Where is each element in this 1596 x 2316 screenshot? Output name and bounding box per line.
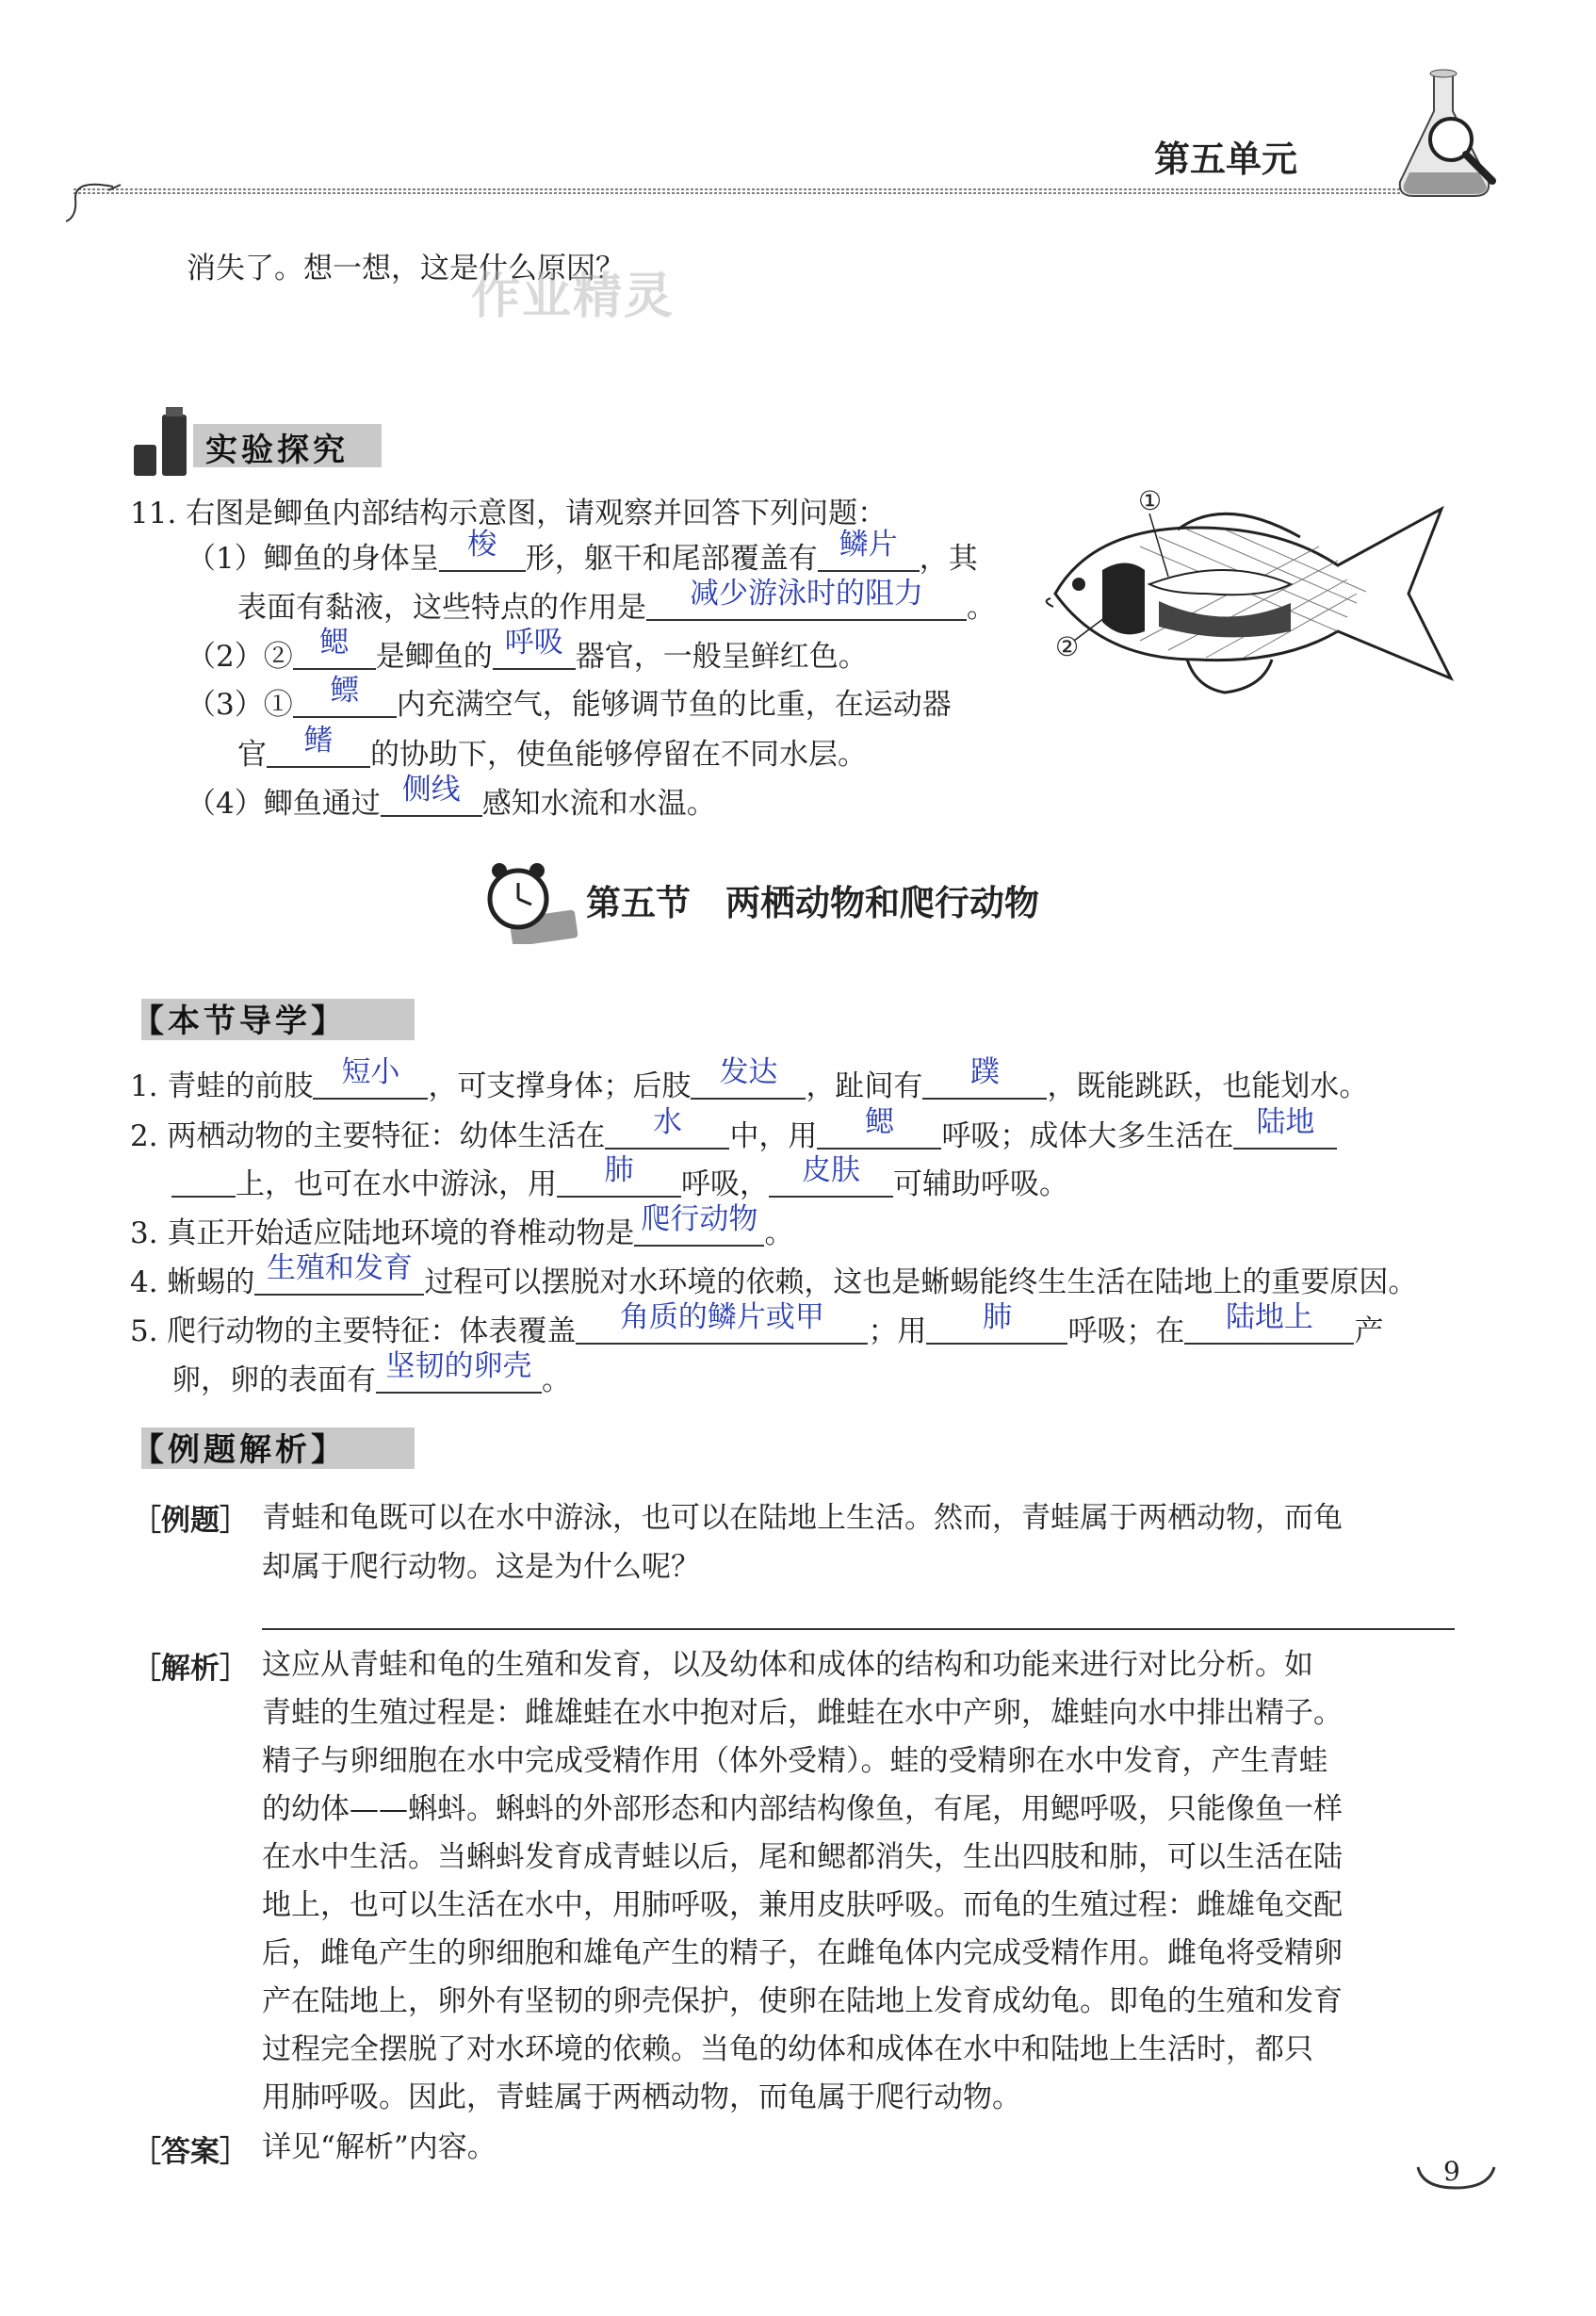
q11-p1-line1: （1）鲫鱼的身体呈 梭 形，躯干和尾部覆盖有 鳞片 ，其 bbox=[187, 537, 978, 580]
example-question-2: 却属于爬行动物。这是为什么呢？ bbox=[262, 1550, 700, 1584]
answer-line bbox=[262, 1628, 1455, 1630]
answer-forelimb: 短小 bbox=[341, 1055, 400, 1089]
page-number: 9 bbox=[1443, 2156, 1460, 2187]
watermark: 作业精灵 bbox=[471, 269, 676, 325]
analysis-label: ［解析］ bbox=[132, 1652, 249, 1686]
answer-larva-breath: 鳃 bbox=[864, 1105, 894, 1139]
guide-line-5a: 5. 爬行动物的主要特征：体表覆盖 角质的鳞片或甲 ；用 肺 呼吸；在 陆地上 产 bbox=[130, 1310, 1383, 1353]
analysis-line: 青蛙的生殖过程是：雌雄蛙在水中抱对后，雌蛙在水中产卵，雄蛙向水中排出精子。 bbox=[262, 1696, 1343, 1730]
answer-web: 蹼 bbox=[969, 1055, 1000, 1089]
example-question-1: 青蛙和龟既可以在水中游泳，也可以在陆地上生活。然而，青蛙属于两栖动物，而龟 bbox=[262, 1501, 1343, 1535]
guide-line-3: 3. 真正开始适应陆地环境的脊椎动物是 爬行动物 。 bbox=[130, 1212, 793, 1255]
analysis-line: 产在陆地上，卵外有坚韧的卵壳保护，使卵在陆地上发育成幼龟。即龟的生殖和发育 bbox=[262, 1984, 1343, 2018]
guide-line-1: 1. 青蛙的前肢 短小 ，可支撑身体；后肢 发达 ，趾间有 蹼 ，既能跳跃，也能划水。 bbox=[130, 1065, 1368, 1108]
alarm-clock-icon bbox=[482, 859, 581, 944]
guide-tag: 【本节导学】 bbox=[132, 1003, 347, 1040]
analysis-line: 地上，也可以生活在水中，用肺呼吸，兼用皮肤呼吸。而龟的生殖过程：雌雄龟交配 bbox=[262, 1888, 1343, 1922]
example-label: ［例题］ bbox=[132, 1504, 249, 1538]
header-rule bbox=[73, 184, 1440, 195]
answer-lateral-line: 侧线 bbox=[401, 773, 461, 807]
q11-number: 11. bbox=[130, 497, 177, 530]
flask-magnifier-icon bbox=[1385, 64, 1507, 205]
answer-reproduction: 生殖和发育 bbox=[266, 1251, 413, 1285]
q11-text: 右图是鲫鱼内部结构示意图，请观察并回答下列问题： bbox=[186, 497, 888, 530]
answer-reptile-breath: 肺 bbox=[982, 1300, 1012, 1334]
answer-fin: 鳍 bbox=[303, 724, 334, 758]
answer-function: 减少游泳时的阻力 bbox=[690, 577, 923, 611]
top-line: 消失了。想一想，这是什么原因？ bbox=[187, 252, 625, 285]
unit-title: 第五单元 bbox=[1154, 139, 1298, 180]
guide-line-4: 4. 蜥蜴的 生殖和发育 过程可以摆脱对水环境的依赖，这也是蜥蜴能终生生活在陆地上的重要原因。 bbox=[130, 1261, 1417, 1304]
section-title: 第五节 两栖动物和爬行动物 bbox=[586, 883, 1039, 923]
answer-respiration: 呼吸 bbox=[504, 626, 563, 660]
answer-adult-breath: 肺 bbox=[604, 1153, 634, 1187]
analysis-line: 后，雌龟产生的卵细胞和雄龟产生的精子，在雌龟体内完成受精作用。雌龟将受精卵 bbox=[262, 1936, 1343, 1970]
answer-egg-site: 陆地上 bbox=[1225, 1300, 1313, 1334]
answer-label: ［答案］ bbox=[132, 2135, 249, 2169]
answer-swim-bladder: 鳔 bbox=[330, 674, 360, 708]
fish-diagram bbox=[1036, 490, 1460, 716]
answer-hindlimb: 发达 bbox=[719, 1055, 778, 1089]
experiment-icon bbox=[132, 407, 193, 478]
analysis-line: 过程完全摆脱了对水环境的依赖。当龟的幼体和成体在水中和陆地上生活时，都只 bbox=[262, 2032, 1313, 2066]
answer-scales: 鳞片 bbox=[839, 528, 898, 562]
q11-p3-line1: （3）① 鳔 内充满空气，能够调节鱼的比重，在运动器 bbox=[187, 683, 952, 726]
fig-label-1: ① bbox=[1138, 485, 1163, 516]
analysis-line: 这应从青蛙和龟的生殖和发育，以及幼体和成体的结构和功能来进行对比分析。如 bbox=[262, 1648, 1313, 1682]
analysis-line: 在水中生活。当蝌蚪发育成青蛙以后，尾和鳃都消失，生出四肢和肺，可以生活在陆 bbox=[262, 1840, 1343, 1874]
guide-line-2a: 2. 两栖动物的主要特征：幼体生活在 水 中，用 鳃 呼吸；成体大多生活在 陆地 bbox=[130, 1115, 1337, 1158]
analysis-body bbox=[262, 1641, 1455, 2122]
analysis-line: 用肺呼吸。因此，青蛙属于两栖动物，而龟属于爬行动物。 bbox=[262, 2080, 1021, 2114]
answer-shape: 梭 bbox=[467, 528, 497, 562]
guide-line-5b: 卵，卵的表面有 坚韧的卵壳 。 bbox=[171, 1359, 571, 1402]
answer-egg-shell: 坚韧的卵壳 bbox=[385, 1349, 532, 1383]
q11-p2: （2）② 鳃 是鲫鱼的 呼吸 器官，一般呈鲜红色。 bbox=[187, 635, 868, 678]
answer-gill: 鳃 bbox=[319, 626, 350, 660]
analysis-line: 精子与卵细胞在水中完成受精作用（体外受精）。蛙的受精卵在水中发育，产生青蛙 bbox=[262, 1744, 1328, 1778]
example-tag: 【例题解析】 bbox=[132, 1431, 347, 1469]
answer-reptile: 爬行动物 bbox=[641, 1202, 758, 1236]
q11-p4: （4）鲫鱼通过 侧线 感知水流和水温。 bbox=[187, 782, 716, 825]
answer-aux-breath: 皮肤 bbox=[802, 1153, 860, 1187]
answer-adult-habitat: 陆地 bbox=[1256, 1105, 1315, 1139]
answer-larva-habitat: 水 bbox=[652, 1105, 682, 1139]
header-swirl bbox=[57, 170, 122, 226]
q11-p3-line2: 官 鳍 的协助下，使鱼能够停留在不同水层。 bbox=[237, 733, 867, 776]
answer-body-covering: 角质的鳞片或甲 bbox=[619, 1300, 824, 1334]
fig-label-2: ② bbox=[1055, 631, 1080, 662]
answer-text: 详见“解析”内容。 bbox=[262, 2130, 497, 2164]
experiment-tag: 实验探究 bbox=[205, 432, 349, 469]
q11-p1-line2: 表面有黏液，这些特点的作用是 减少游泳时的阻力 。 bbox=[237, 586, 996, 629]
analysis-line: 的幼体——蝌蚪。蝌蚪的外部形态和内部结构像鱼，有尾，用鳃呼吸，只能像鱼一样 bbox=[262, 1792, 1343, 1826]
guide-line-2b: 上，也可在水中游泳，用 肺 呼吸， 皮肤 可辅助呼吸。 bbox=[171, 1163, 1068, 1206]
